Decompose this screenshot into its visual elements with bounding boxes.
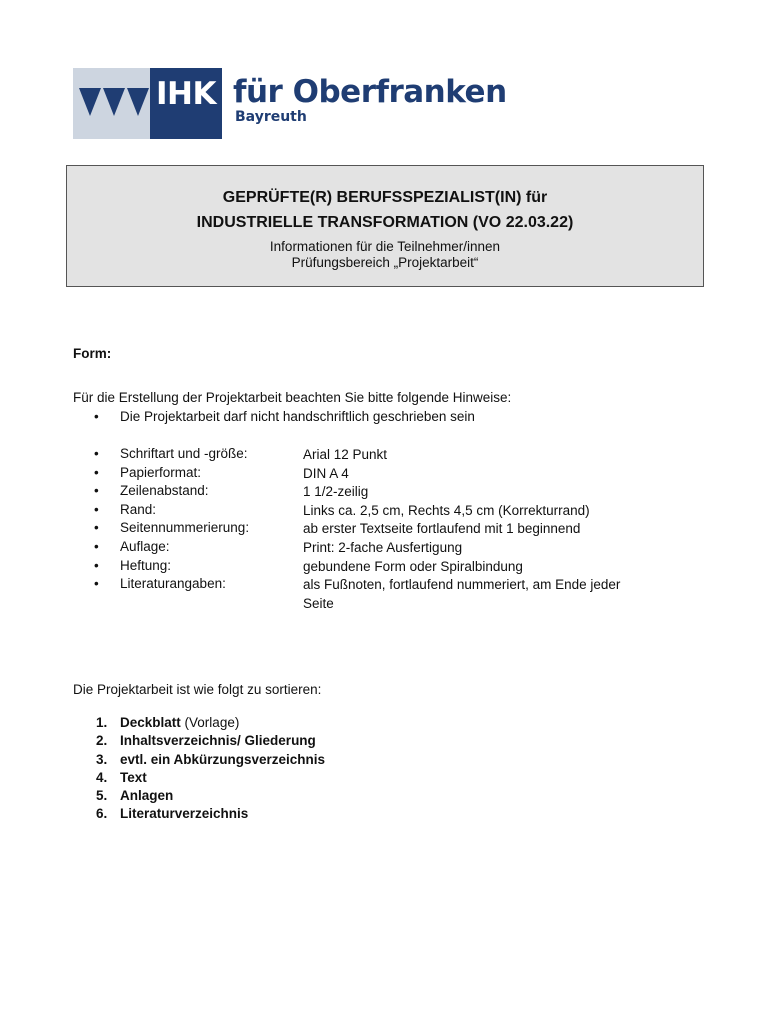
spec-label: Auflage: <box>120 538 170 554</box>
bullet-icon: • <box>94 576 99 592</box>
spec-label: Papierformat: <box>120 464 202 480</box>
item-label-wrap <box>120 715 239 730</box>
bullet-text: Die Projektarbeit darf nicht handschriftlich geschrieben sein <box>120 409 475 424</box>
logo-name: für Oberfranken <box>233 74 507 110</box>
spec-label: Rand: <box>120 501 157 517</box>
title-line-1: GEPRÜFTE(R) BERUFSSPEZIALIST(IN) für <box>222 189 548 206</box>
item-number: 4. <box>96 769 108 785</box>
triangles-icon <box>79 88 151 118</box>
spec-value: Print: 2-fache Ausfertigung <box>303 539 463 555</box>
bullet-icon: • <box>94 446 99 461</box>
item-number: 5. <box>96 788 108 804</box>
spec-value: als Fußnoten, fortlaufend nummeriert, am Ende jeder Seite <box>303 577 621 611</box>
spec-label: Heftung: <box>120 557 172 573</box>
spec-label: Literaturangaben: <box>120 576 226 592</box>
bullet-icon: • <box>94 464 99 480</box>
item-label: Text <box>120 769 147 785</box>
title-line-2: INDUSTRIELLE TRANSFORMATION (VO 22.03.22) <box>196 214 574 231</box>
item-label: Inhaltsverzeichnis/ Gliederung <box>120 733 316 749</box>
item-label: Deckblatt <box>120 715 181 730</box>
bullet-icon: • <box>94 520 99 536</box>
ihk-logo <box>73 68 507 140</box>
item-number: 6. <box>96 806 108 822</box>
item-label: Literaturverzeichnis <box>120 806 249 822</box>
item-number: 2. <box>96 733 108 749</box>
bullet-icon: • <box>94 557 99 573</box>
spec-value: gebundene Form oder Spiralbindung <box>303 558 523 574</box>
intro-text: Für die Erstellung der Projektarbeit beachten Sie bitte folgende Hinweise: <box>73 390 512 405</box>
spec-value: 1 1/2-zeilig <box>303 484 369 500</box>
bullet-icon: • <box>94 409 99 424</box>
subtitle-line-1: Informationen für die Teilnehmer/innen <box>269 239 501 254</box>
bullet-icon: • <box>94 538 99 554</box>
item-label: Anlagen <box>120 788 174 804</box>
spec-label: Zeilenabstand: <box>120 483 209 499</box>
bullet-icon: • <box>94 483 99 499</box>
item-number: 1. <box>96 715 108 730</box>
spec-label: Schriftart und -größe: <box>120 446 248 461</box>
item-number: 3. <box>96 751 108 767</box>
item-label: evtl. ein Abkürzungsverzeichnis <box>120 751 326 767</box>
logo-mark: IHK <box>150 68 222 139</box>
form-heading: Form: <box>73 346 112 361</box>
spec-value: Arial 12 Punkt <box>303 447 388 462</box>
spec-value: ab erster Textseite fortlaufend mit 1 beginnend <box>303 521 581 537</box>
sort-intro: Die Projektarbeit ist wie folgt zu sortieren: <box>73 682 322 697</box>
spec-value: DIN A 4 <box>303 465 349 481</box>
item-note: (Vorlage) <box>184 715 240 730</box>
bullet-icon: • <box>94 501 99 517</box>
spec-value: Links ca. 2,5 cm, Rechts 4,5 cm (Korrekturrand) <box>303 502 590 518</box>
subtitle-line-2: Prüfungsbereich „Projektarbeit“ <box>291 255 479 270</box>
title-box <box>66 165 704 287</box>
logo-city: Bayreuth <box>235 109 307 125</box>
spec-label: Seitennummerierung: <box>120 520 250 536</box>
